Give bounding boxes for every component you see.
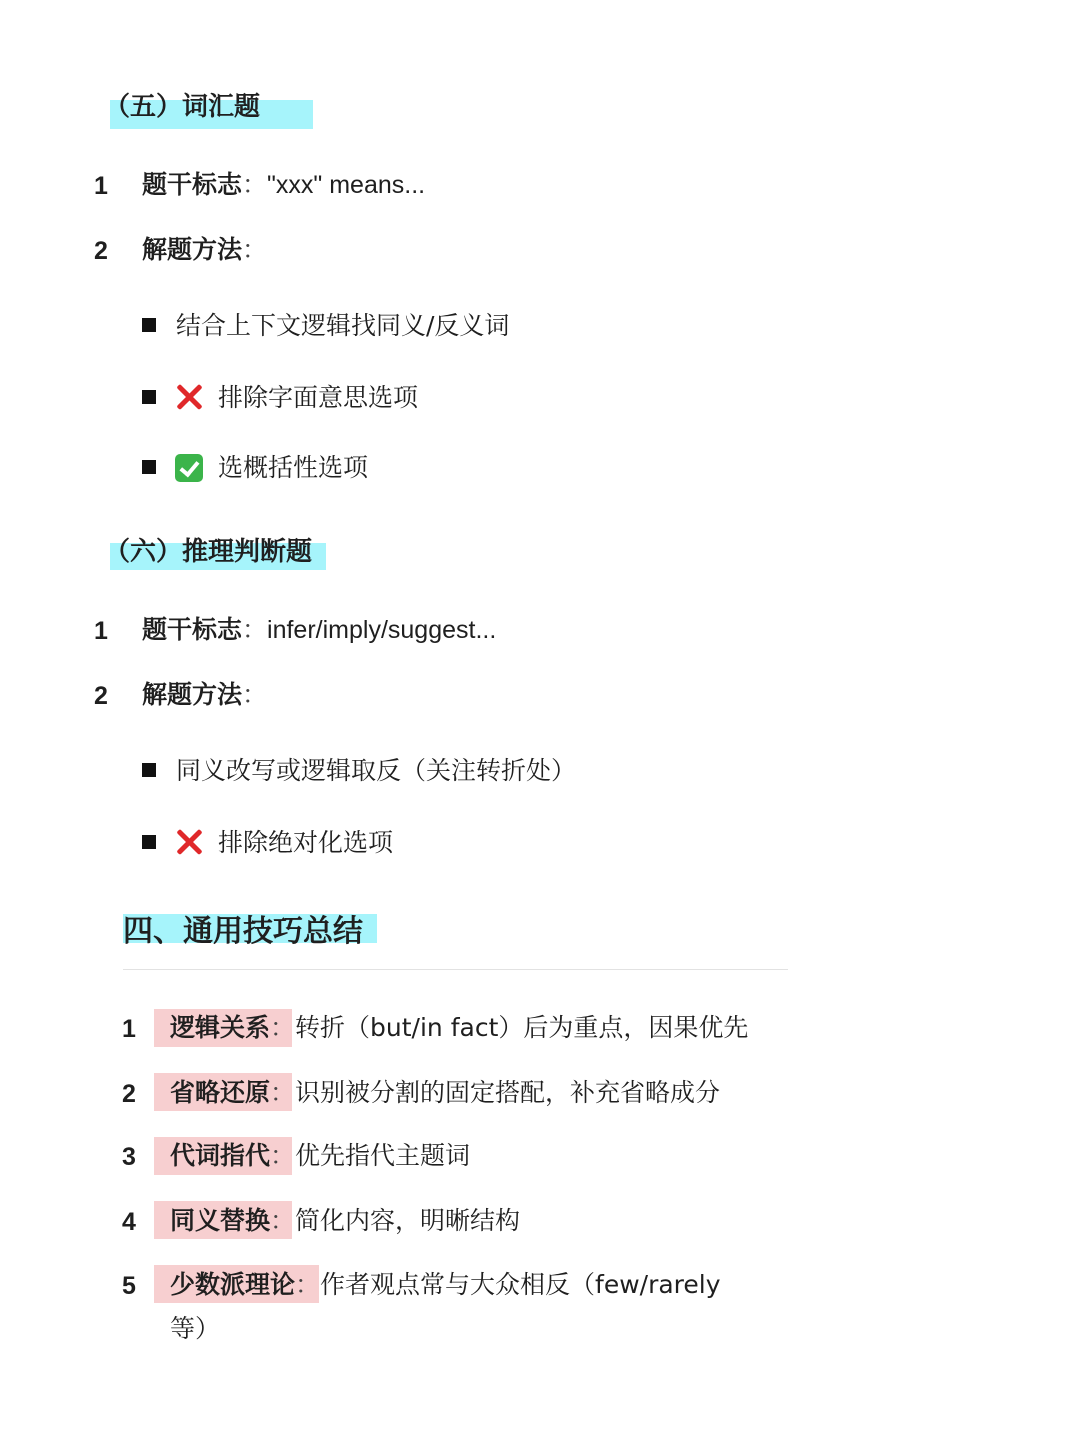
item-label: 题干标志 bbox=[142, 170, 243, 199]
cross-mark-icon bbox=[175, 383, 203, 411]
bullet-item: 排除绝对化选项 bbox=[218, 828, 394, 857]
item-text: 作者观点常与大众相反（few/rarely bbox=[320, 1270, 721, 1299]
list-item-method bbox=[142, 680, 267, 710]
section-heading-inference: （六）推理判断题 bbox=[104, 537, 313, 567]
item-label: 省略还原 bbox=[170, 1078, 271, 1107]
list-number: 2 bbox=[122, 1080, 136, 1108]
list-number: 2 bbox=[94, 682, 108, 710]
item-text: 简化内容，明晰结构 bbox=[295, 1206, 521, 1235]
item-colon: ： bbox=[242, 680, 268, 709]
summary-item-minority bbox=[170, 1270, 721, 1300]
list-number: 5 bbox=[122, 1272, 136, 1300]
item-text: 转折（but/in fact）后为重点，因果优先 bbox=[295, 1013, 749, 1042]
check-mark-icon bbox=[175, 454, 203, 482]
list-number: 3 bbox=[122, 1143, 136, 1171]
item-colon: ： bbox=[270, 1141, 296, 1170]
list-number: 1 bbox=[122, 1015, 136, 1043]
bullet-item: 选概括性选项 bbox=[218, 453, 369, 482]
square-bullet-icon bbox=[142, 460, 156, 474]
summary-item-logic bbox=[170, 1013, 748, 1043]
item-colon: ： bbox=[270, 1206, 296, 1235]
square-bullet-icon bbox=[142, 835, 156, 849]
list-number: 2 bbox=[94, 237, 108, 265]
list-item-stem-marker bbox=[142, 615, 496, 645]
item-text: "xxx" means... bbox=[267, 171, 426, 199]
item-label: 同义替换 bbox=[170, 1206, 271, 1235]
item-label: 代词指代 bbox=[170, 1141, 271, 1170]
item-label: 逻辑关系 bbox=[170, 1013, 271, 1042]
section-divider bbox=[123, 969, 788, 970]
square-bullet-icon bbox=[142, 318, 156, 332]
list-number: 1 bbox=[94, 172, 108, 200]
bullet-item: 同义改写或逻辑取反（关注转折处） bbox=[176, 756, 577, 785]
item-colon: ： bbox=[242, 235, 268, 264]
summary-item-minority-continuation: 等） bbox=[170, 1314, 221, 1343]
summary-item-pronoun bbox=[170, 1141, 470, 1171]
bullet-item: 结合上下文逻辑找同义/反义词 bbox=[176, 311, 510, 340]
summary-item-synonym bbox=[170, 1206, 520, 1236]
bullet-item: 排除字面意思选项 bbox=[218, 383, 419, 412]
item-colon: ： bbox=[242, 170, 268, 199]
square-bullet-icon bbox=[142, 390, 156, 404]
item-label: 解题方法 bbox=[142, 680, 243, 709]
list-item-stem-marker bbox=[142, 170, 425, 200]
section-heading-vocabulary: （五）词汇题 bbox=[104, 92, 261, 122]
section-title-summary: 四、通用技巧总结 bbox=[123, 914, 363, 949]
item-label: 少数派理论 bbox=[170, 1270, 296, 1299]
item-text: 优先指代主题词 bbox=[295, 1141, 471, 1170]
item-text: 识别被分割的固定搭配，补充省略成分 bbox=[295, 1078, 721, 1107]
item-colon: ： bbox=[242, 615, 268, 644]
list-number: 4 bbox=[122, 1208, 136, 1236]
item-colon: ： bbox=[295, 1270, 321, 1299]
cross-mark-icon bbox=[175, 828, 203, 856]
list-item-method bbox=[142, 235, 267, 265]
summary-item-ellipsis bbox=[170, 1078, 720, 1108]
item-label: 题干标志 bbox=[142, 615, 243, 644]
item-colon: ： bbox=[270, 1078, 296, 1107]
list-number: 1 bbox=[94, 617, 108, 645]
item-label: 解题方法 bbox=[142, 235, 243, 264]
square-bullet-icon bbox=[142, 763, 156, 777]
item-colon: ： bbox=[270, 1013, 296, 1042]
item-text: infer/imply/suggest... bbox=[267, 616, 497, 644]
